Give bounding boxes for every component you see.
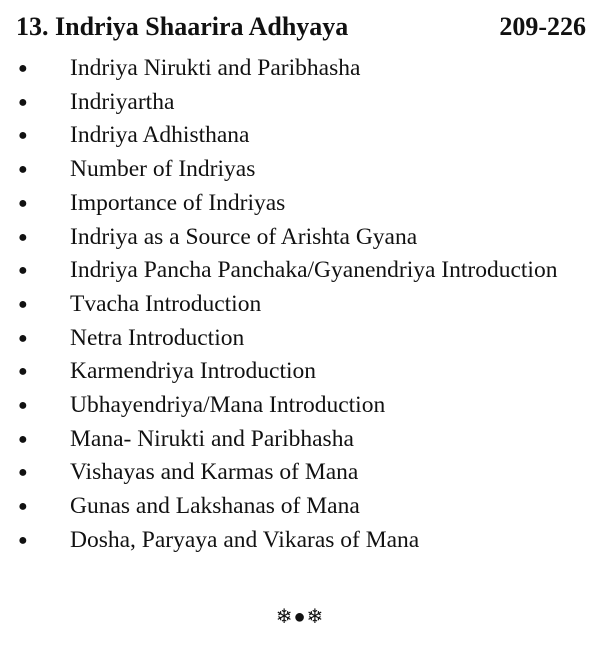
- list-item: ● Karmendriya Introduction: [16, 355, 588, 389]
- bullet-icon: ●: [18, 60, 28, 77]
- list-item: ● Importance of Indriyas: [16, 187, 588, 221]
- list-item: ● Vishayas and Karmas of Mana: [16, 456, 588, 490]
- bullet-icon: ●: [18, 262, 28, 280]
- list-item: ● Netra Introduction: [16, 322, 588, 356]
- bullet-icon: ●: [18, 228, 28, 246]
- list-item: ● Number of Indriyas: [16, 153, 588, 187]
- bullet-icon: ●: [18, 161, 28, 179]
- list-item: ● Dosha, Paryaya and Vikaras of Mana: [16, 524, 588, 558]
- chapter-number: 13.: [16, 12, 49, 41]
- list-item: ● Gunas and Lakshanas of Mana: [16, 490, 588, 524]
- list-item: ● Indriya Nirukti and Paribhasha: [16, 52, 588, 86]
- bullet-icon: ●: [18, 531, 28, 549]
- bullet-icon: ●: [18, 430, 28, 448]
- bullet-icon: ●: [18, 397, 28, 415]
- chapter-title: Indriya Shaarira Adhyaya: [55, 12, 349, 41]
- chapter-title-group: [16, 12, 348, 42]
- snowflake-dot-ornament-icon: ❄●❄: [275, 606, 325, 628]
- list-item: ● Ubhayendriya/Mana Introduction: [16, 389, 588, 423]
- bullet-icon: ●: [18, 127, 28, 145]
- bullet-icon: ●: [18, 295, 28, 313]
- bullet-icon: ●: [18, 498, 28, 516]
- bullet-icon: ●: [18, 464, 28, 482]
- list-item: ● Indriya Adhisthana: [16, 119, 588, 153]
- list-item: ● Indriya as a Source of Arishta Gyana: [16, 221, 588, 255]
- bullet-icon: ●: [18, 194, 28, 212]
- bullet-icon: ●: [18, 363, 28, 381]
- chapter-page-range: 209-226: [499, 12, 586, 41]
- chapter-heading: [16, 12, 586, 42]
- list-item: ● Tvacha Introduction: [16, 288, 588, 322]
- topic-list: [16, 52, 588, 558]
- list-item: ● Indriya Pancha Panchaka/Gyanendriya Introduction: [16, 254, 588, 288]
- list-item: ● Indriyartha: [16, 86, 588, 120]
- bullet-icon: ●: [18, 329, 28, 347]
- list-item: ● Mana- Nirukti and Paribhasha: [16, 423, 588, 457]
- bullet-icon: ●: [18, 93, 28, 111]
